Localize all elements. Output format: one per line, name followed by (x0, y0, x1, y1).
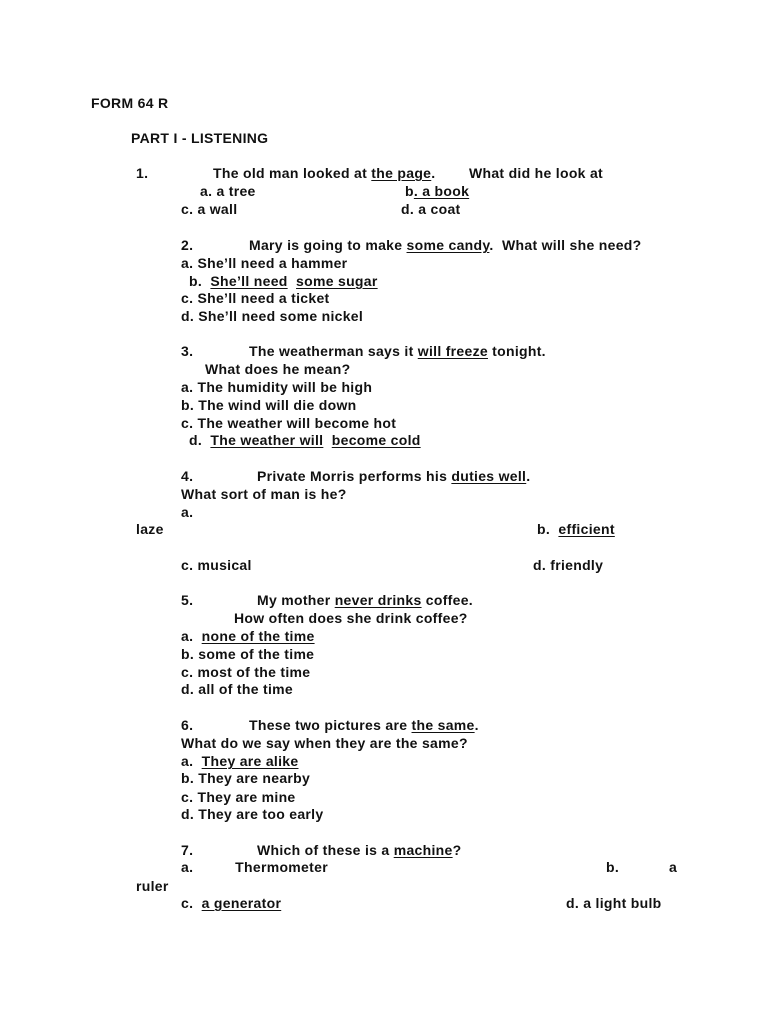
question-number: 4. (181, 468, 194, 484)
text-run (288, 273, 296, 289)
question-stem (257, 842, 461, 858)
option-a: a. Thermometer (181, 859, 328, 875)
text-run: b. (189, 273, 211, 289)
form-title: FORM 64 R (91, 95, 169, 111)
option-c: c. a wall (181, 201, 238, 217)
text-run: b. (537, 521, 559, 537)
question-stem (257, 468, 530, 484)
question-stem-line2: What do we say when they are the same? (181, 735, 468, 751)
option-d: d. friendly (533, 557, 604, 573)
text-run: tonight. (487, 343, 546, 359)
question-stem (213, 165, 603, 181)
option-b: b. They are nearby (181, 770, 311, 786)
question-number: 2. (181, 237, 194, 253)
question-stem-line2: How often does she drink coffee? (234, 610, 468, 626)
text-run: . (526, 468, 531, 484)
underlined-text: She’ll need (210, 273, 288, 289)
option-d: d. all of the time (181, 681, 293, 697)
option-c: c. They are mine (181, 789, 296, 805)
underlined-text: none of the time (201, 628, 315, 644)
option-b-text: ruler (136, 878, 169, 894)
underlined-text: the page (371, 165, 432, 181)
option-d: d. a coat (401, 201, 461, 217)
option-a-text: laze (136, 521, 164, 537)
option-d: d. She’ll need some nickel (181, 308, 364, 324)
underlined-text: a generator (201, 895, 282, 911)
option-c: c. most of the time (181, 664, 311, 680)
text-run: These two pictures are (249, 717, 412, 733)
question-number: 3. (181, 343, 194, 359)
option-a: a. She’ll need a hammer (181, 255, 348, 271)
underlined-text: They are alike (201, 753, 299, 769)
underlined-text: some sugar (296, 273, 378, 289)
text-run: The weatherman says it (249, 343, 418, 359)
text-run: coffee. (421, 592, 473, 608)
text-run: The old man looked at (213, 165, 372, 181)
option-a (181, 628, 315, 644)
underlined-text: some candy (406, 237, 490, 253)
question-number: 1. (136, 165, 149, 181)
text-run: b (405, 183, 414, 199)
option-a: a. The humidity will be high (181, 379, 373, 395)
underlined-text: the same (411, 717, 475, 733)
question-stem-line2: What sort of man is he? (181, 486, 347, 502)
underlined-text: never drinks (334, 592, 422, 608)
question-stem (257, 592, 473, 608)
option-c: c. musical (181, 557, 252, 573)
underlined-text: will freeze (417, 343, 488, 359)
option-b: b. The wind will die down (181, 397, 357, 413)
underlined-text: become cold (331, 432, 421, 448)
option-b-letter: b. (606, 859, 620, 875)
text-run: ? (452, 842, 462, 858)
option-b (537, 521, 615, 537)
underlined-text: . a book (413, 183, 470, 199)
option-b-article: a (669, 859, 678, 875)
text-run: d. (189, 432, 211, 448)
question-stem (249, 343, 546, 359)
option-b (405, 183, 469, 199)
text-run (323, 432, 331, 448)
text-run: Private Morris performs his (257, 468, 452, 484)
question-number: 6. (181, 717, 194, 733)
question-stem-line2: What does he mean? (205, 361, 351, 377)
option-a: a. a tree (200, 183, 256, 199)
option-d: d. a light bulb (566, 895, 662, 911)
option-d (189, 432, 421, 448)
underlined-text: efficient (558, 521, 615, 537)
question-stem (249, 717, 479, 733)
part-title: PART I - LISTENING (131, 130, 269, 146)
text-run: a. (181, 628, 202, 644)
underlined-text: machine (393, 842, 453, 858)
question-number: 7. (181, 842, 194, 858)
option-b: b. some of the time (181, 646, 315, 662)
text-run: . What did he look at (431, 165, 604, 181)
option-a-letter: a. (181, 504, 194, 520)
text-run: a. (181, 753, 202, 769)
question-stem (249, 237, 641, 253)
text-run: My mother (257, 592, 335, 608)
text-run: . What will she need? (489, 237, 642, 253)
text-run: Which of these is a (257, 842, 394, 858)
option-d: d. They are too early (181, 806, 324, 822)
question-number: 5. (181, 592, 194, 608)
underlined-text: The weather will (210, 432, 324, 448)
option-c: c. She’ll need a ticket (181, 290, 330, 306)
underlined-text: duties well (451, 468, 527, 484)
text-run: c. (181, 895, 202, 911)
option-b (189, 273, 378, 289)
option-c: c. The weather will become hot (181, 415, 397, 431)
text-run: Mary is going to make (249, 237, 407, 253)
option-a (181, 753, 298, 769)
text-run: . (474, 717, 479, 733)
option-c (181, 895, 281, 911)
